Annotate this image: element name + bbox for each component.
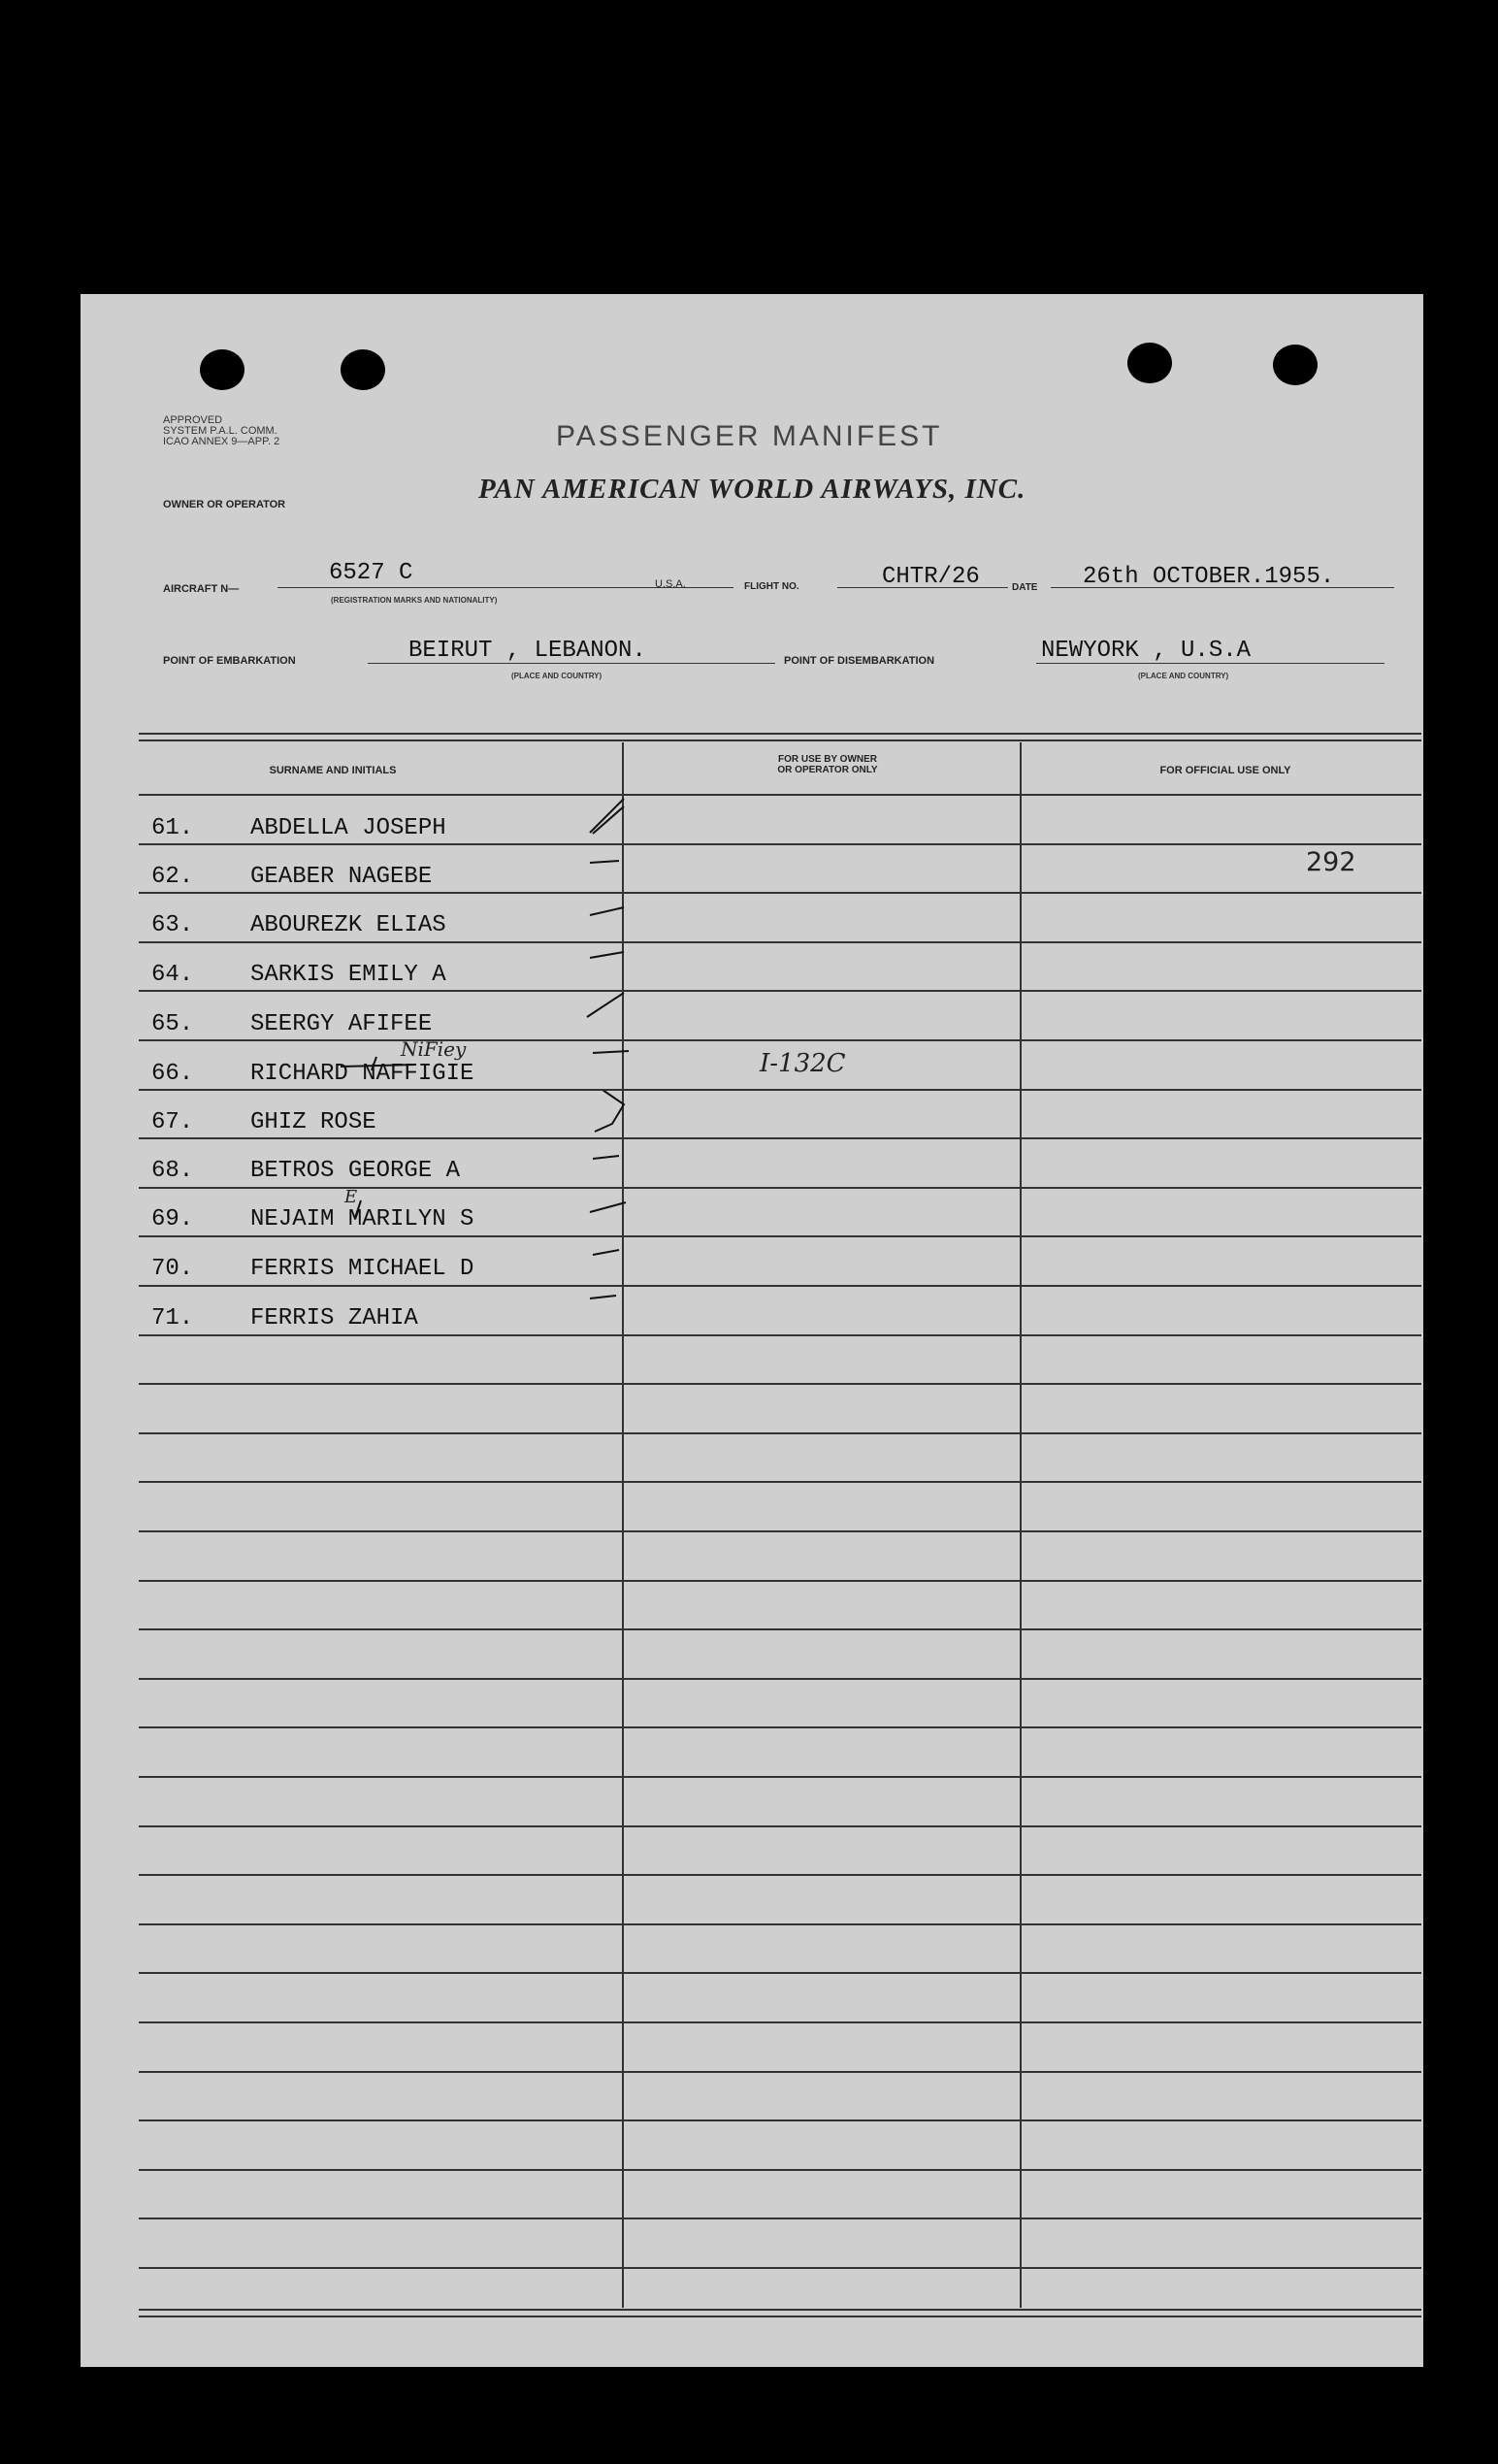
table-row-line xyxy=(139,2021,1421,2023)
column-header-name: SURNAME AND INITIALS xyxy=(269,765,397,776)
passenger-name: BETROS GEORGE A xyxy=(250,1158,461,1184)
owner-value: PAN AMERICAN WORLD AIRWAYS, INC. xyxy=(478,474,1026,505)
table-row-line xyxy=(139,1530,1421,1532)
aircraft-value: 6527 C xyxy=(329,560,413,586)
table-row-line xyxy=(139,1628,1421,1630)
table-row-line xyxy=(139,1137,1421,1139)
official-note: 292 xyxy=(1306,847,1356,877)
column-header-operator-line2: OR OPERATOR ONLY xyxy=(777,765,878,775)
table-row-line xyxy=(139,1481,1421,1483)
row-number: 67. xyxy=(151,1109,194,1135)
date-label: DATE xyxy=(1012,582,1038,593)
approval-line: APPROVED xyxy=(163,414,223,426)
row-number: 66. xyxy=(151,1061,194,1087)
flight-label: FLIGHT NO. xyxy=(744,581,799,592)
row-number: 68. xyxy=(151,1158,194,1184)
row-number: 63. xyxy=(151,912,194,938)
table-top-rule xyxy=(139,733,1421,741)
row-number: 71. xyxy=(151,1305,194,1331)
disembarkation-caption: (PLACE AND COUNTRY) xyxy=(1138,672,1229,680)
embarkation-value: BEIRUT , LEBANON. xyxy=(408,638,646,664)
row-number: 70. xyxy=(151,1256,194,1282)
passenger-name: RICHARD NAFFIGIE xyxy=(250,1061,474,1087)
date-value: 26th OCTOBER.1955. xyxy=(1083,564,1335,590)
table-row-line xyxy=(139,1089,1421,1091)
punch-hole xyxy=(1127,343,1172,383)
table-row-line xyxy=(139,1923,1421,1925)
passenger-name: SARKIS EMILY A xyxy=(250,962,446,988)
embarkation-underline xyxy=(368,663,775,664)
table-row-line xyxy=(139,1678,1421,1680)
column-header-official: FOR OFFICIAL USE ONLY xyxy=(1159,765,1291,776)
flight-value: CHTR/26 xyxy=(882,564,980,590)
disembarkation-label: POINT OF DISEMBARKATION xyxy=(784,655,935,667)
table-row-line xyxy=(139,2071,1421,2073)
table-row-line xyxy=(139,941,1421,943)
table-row-line xyxy=(139,1432,1421,1434)
column-header-operator-line1: FOR USE BY OWNER xyxy=(777,754,878,765)
table-row-line xyxy=(139,794,1421,796)
flight-underline xyxy=(837,587,1008,588)
name-correction: E xyxy=(344,1187,358,1207)
aircraft-label: AIRCRAFT N— xyxy=(163,583,240,595)
table-row-line xyxy=(139,1383,1421,1385)
usa-label: U.S.A. xyxy=(655,578,686,590)
table-row-line xyxy=(139,1285,1421,1287)
table-row-line xyxy=(139,843,1421,845)
table-row-line xyxy=(139,2169,1421,2171)
table-row-line xyxy=(139,2218,1421,2219)
passenger-name: ABDELLA JOSEPH xyxy=(250,815,446,841)
row-number: 61. xyxy=(151,815,194,841)
punch-hole xyxy=(341,349,385,390)
row-number: 62. xyxy=(151,864,194,890)
table-bottom-rule xyxy=(139,2309,1421,2317)
table-row-line xyxy=(139,1334,1421,1336)
passenger-name: NEJAIM MARILYN S xyxy=(250,1206,474,1232)
table-row-line xyxy=(139,990,1421,992)
approval-notice xyxy=(163,415,279,447)
table-row-line xyxy=(139,1235,1421,1237)
table-row-line xyxy=(139,1972,1421,1974)
table-row-line xyxy=(139,1825,1421,1827)
table-row-line xyxy=(139,1776,1421,1778)
page-title: PASSENGER MANIFEST xyxy=(556,420,943,452)
table-row-line xyxy=(139,1580,1421,1582)
row-number: 69. xyxy=(151,1206,194,1232)
passenger-name: SEERGY AFIFEE xyxy=(250,1011,433,1037)
passenger-name: GHIZ ROSE xyxy=(250,1109,376,1135)
table-row-line xyxy=(139,2267,1421,2269)
date-underline xyxy=(1051,587,1394,588)
approval-line: ICAO ANNEX 9—APP. 2 xyxy=(163,436,280,447)
embarkation-label: POINT OF EMBARKATION xyxy=(163,655,296,667)
passenger-name: GEABER NAGEBE xyxy=(250,864,433,890)
registration-caption: (REGISTRATION MARKS AND NATIONALITY) xyxy=(331,596,498,605)
passenger-name: ABOUREZK ELIAS xyxy=(250,912,446,938)
passenger-name: FERRIS MICHAEL D xyxy=(250,1256,474,1282)
owner-label: OWNER OR OPERATOR xyxy=(163,499,286,510)
table-row-line xyxy=(139,1039,1421,1041)
embarkation-caption: (PLACE AND COUNTRY) xyxy=(511,672,602,680)
table-row-line xyxy=(139,1726,1421,1728)
name-correction: NiFiey xyxy=(401,1037,467,1061)
row-number: 64. xyxy=(151,962,194,988)
approval-line: SYSTEM P.A.L. COMM. xyxy=(163,425,277,437)
passenger-name: FERRIS ZAHIA xyxy=(250,1305,418,1331)
column-divider xyxy=(622,742,624,2308)
disembarkation-underline xyxy=(1036,663,1384,664)
table-row-line xyxy=(139,1187,1421,1189)
table-row-line xyxy=(139,892,1421,894)
punch-hole xyxy=(1273,345,1318,385)
manifest-page xyxy=(81,294,1423,2367)
table-row-line xyxy=(139,1874,1421,1876)
table-row-line xyxy=(139,2119,1421,2121)
disembarkation-value: NEWYORK , U.S.A xyxy=(1041,638,1252,664)
punch-hole xyxy=(200,349,244,390)
column-divider xyxy=(1020,742,1022,2308)
operator-note: I-132C xyxy=(760,1049,846,1078)
row-number: 65. xyxy=(151,1011,194,1037)
